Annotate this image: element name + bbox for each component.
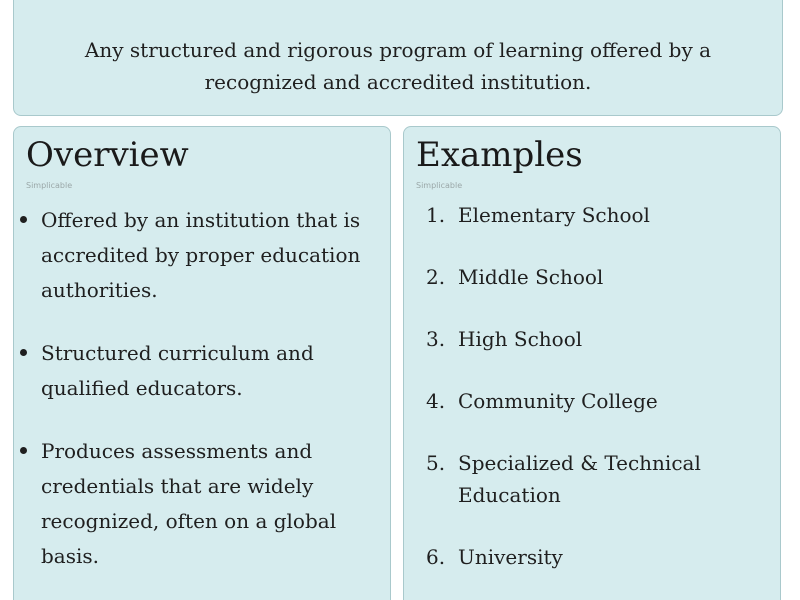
example-item — [404, 261, 774, 293]
examples-card — [403, 126, 781, 600]
page-subtitle: Any structured and rigorous program of learning offered by a recognized and accredited institution. — [84, 38, 712, 94]
overview-item-text: Produces assessments and credentials that are widely recognized, often on a global basis. — [41, 439, 337, 568]
overview-item — [14, 336, 384, 406]
example-number: 6. — [426, 545, 446, 569]
example-item — [404, 323, 774, 355]
example-label: Community College — [458, 389, 658, 413]
example-item — [404, 447, 774, 511]
example-item — [404, 199, 774, 231]
example-number: 3. — [426, 327, 446, 351]
examples-watermark: Simplicable — [416, 181, 463, 190]
overview-item — [14, 434, 384, 574]
examples-list — [404, 199, 774, 600]
example-item — [404, 541, 774, 573]
header-card — [13, 0, 783, 116]
example-label: Middle School — [458, 265, 604, 289]
page-title — [14, 0, 782, 1]
overview-card — [13, 126, 391, 600]
examples-title: Examples — [416, 135, 583, 175]
example-number: 4. — [426, 389, 446, 413]
overview-item-text: Offered by an institution that is accredited by proper education authorities. — [41, 208, 361, 302]
example-label: High School — [458, 327, 583, 351]
overview-item — [14, 203, 384, 308]
bullet-icon — [20, 216, 27, 223]
overview-item-text: Structured curriculum and qualified educators. — [41, 341, 314, 400]
overview-watermark: Simplicable — [26, 181, 73, 190]
example-label: University — [458, 545, 563, 569]
overview-list — [14, 203, 384, 600]
example-label: Specialized & Technical Education — [458, 451, 701, 507]
bullet-icon — [20, 349, 27, 356]
example-number: 1. — [426, 203, 446, 227]
example-item — [404, 385, 774, 417]
example-label: Elementary School — [458, 203, 650, 227]
example-number: 5. — [426, 451, 446, 475]
example-number: 2. — [426, 265, 446, 289]
bullet-icon — [20, 447, 27, 454]
overview-title: Overview — [26, 135, 189, 175]
